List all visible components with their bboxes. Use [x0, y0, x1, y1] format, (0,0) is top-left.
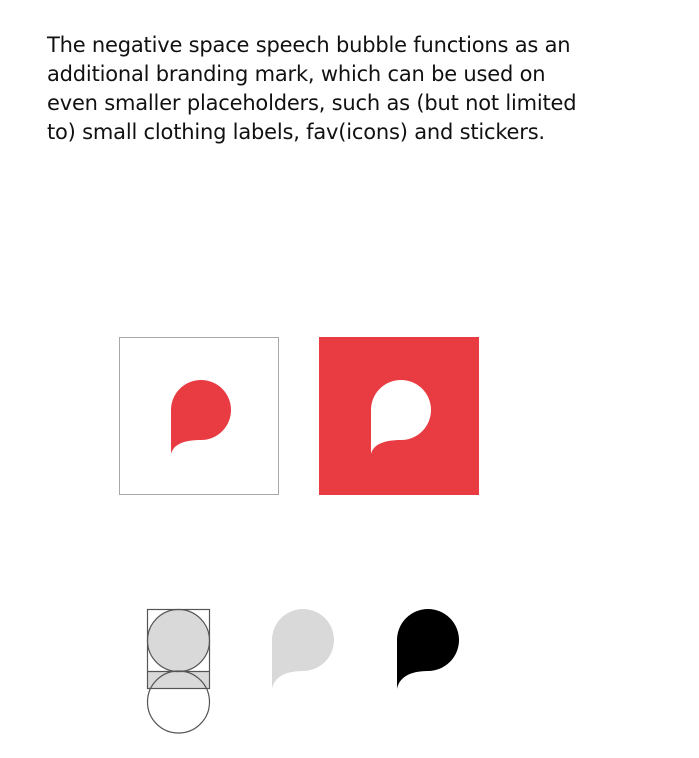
speech-bubble-grey-icon [266, 603, 341, 693]
construction-grid-icon [140, 603, 220, 738]
grey-bubble-mark [266, 603, 341, 697]
construction-diagram [140, 603, 220, 742]
speech-bubble-black-icon [391, 603, 466, 693]
speech-bubble-white-icon [319, 337, 479, 495]
black-bubble-mark [391, 603, 466, 697]
white-tile-mark [119, 337, 279, 495]
intro-paragraph: The negative space speech bubble functions as an additional branding mark, which can be used on even smaller placeholders, such as (but not limited to) small clothing labels, fav(icons) and stickers. [47, 33, 577, 144]
red-tile-mark [319, 337, 479, 495]
speech-bubble-red-icon [120, 338, 278, 494]
